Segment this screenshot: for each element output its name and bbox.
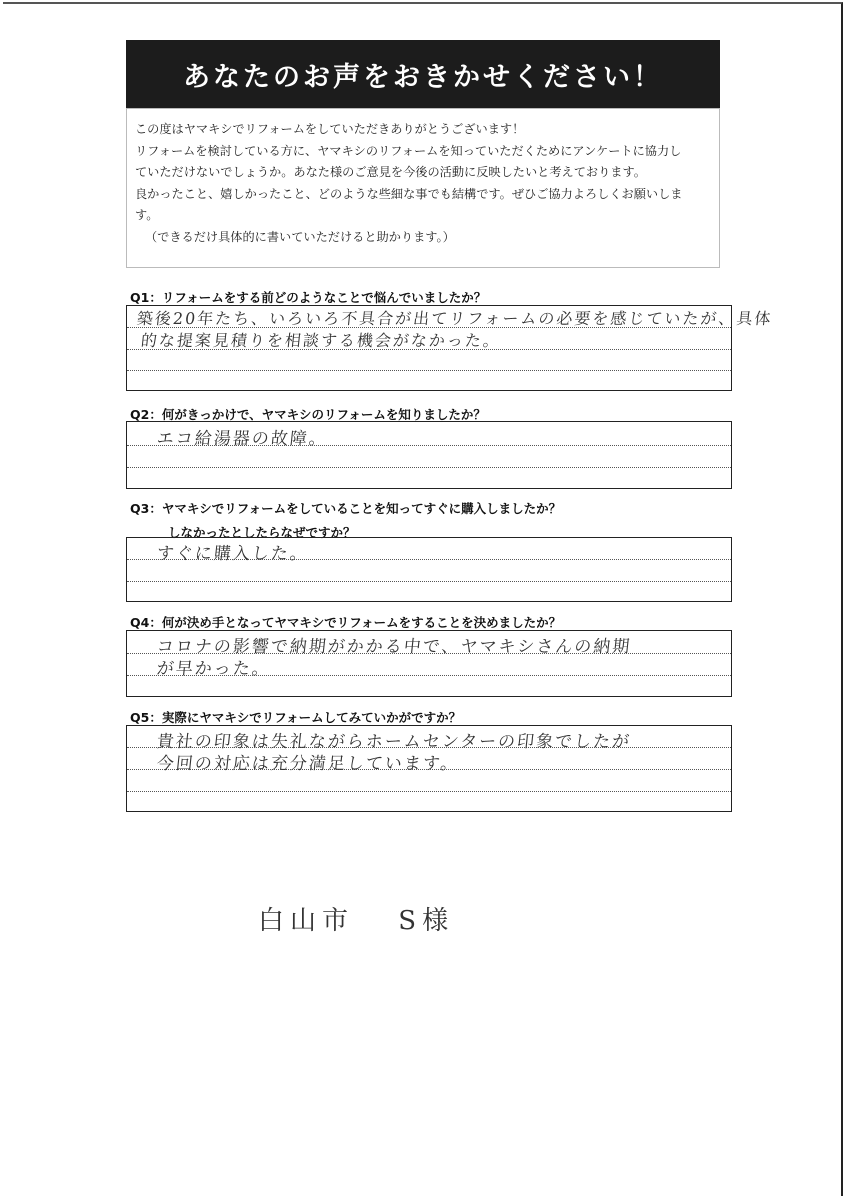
- question-4: [130, 613, 561, 631]
- answer-4-line-2: が早かった。: [155, 659, 272, 679]
- answer-2-line-1: エコ給湯器の故障。: [155, 429, 329, 449]
- question-2-label: Q2：何がきっかけで、ヤマキシのリフォームを知りましたか？: [130, 407, 486, 422]
- answer-1-line-2: 的な提案見積りを相談する機会がなかった。: [139, 331, 502, 350]
- question-1: [130, 288, 486, 306]
- answer-line: [127, 370, 731, 371]
- intro-line: （できるだけ具体的に書いていただけると助かります。）: [145, 229, 455, 244]
- question-3-sub: しなかったとしたらなぜですか？: [168, 525, 356, 540]
- answer-line: [127, 467, 731, 468]
- answer-box-1[interactable]: [126, 305, 774, 391]
- signature: [258, 900, 454, 937]
- answer-box-2[interactable]: [126, 421, 732, 489]
- intro-line: リフォームを検討している方に、ヤマキシのリフォームを知っていただくためにアンケートに協力し: [135, 143, 682, 158]
- intro-text: [126, 108, 720, 268]
- question-3-label: Q3：ヤマキシでリフォームをしていることを知ってすぐに購入しましたか？: [130, 501, 562, 516]
- intro-line: 良かったこと、嬉しかったこと、どのような些細な事でも結構です。ぜひご協力よろしくお願いしま: [135, 186, 683, 201]
- answer-line: [127, 581, 731, 582]
- question-5-label: Q5：実際にヤマキシでリフォームしてみていかがですか？: [130, 710, 462, 725]
- intro-line: す。: [135, 208, 159, 222]
- intro-line: この度はヤマキシでリフォームをしていただきありがとうございます！: [135, 122, 525, 136]
- question-3: [130, 499, 561, 541]
- answer-1-line-1: 築後20年たち、いろいろ不具合が出てリフォームの必要を感じていたが、具体: [135, 309, 774, 328]
- question-5: [130, 708, 461, 726]
- answer-3-line-1: すぐに購入した。: [155, 544, 310, 564]
- answer-box-5[interactable]: [126, 725, 732, 812]
- page-title: あなたのお声をおきかせください！: [126, 40, 720, 108]
- answer-box-3[interactable]: [126, 537, 732, 602]
- answer-box-4[interactable]: [126, 630, 732, 697]
- question-1-label: Q1：リフォームをする前どのようなことで悩んでいましたか？: [130, 290, 487, 305]
- question-4-label: Q4：何が決め手となってヤマキシでリフォームをすることを決めましたか？: [130, 615, 562, 630]
- answer-5-line-1: 貴社の印象は失礼ながらホームセンターの印象でしたが: [155, 732, 633, 752]
- answer-4-line-1: コロナの影響で納期がかかる中で、ヤマキシさんの納期: [155, 637, 633, 657]
- answer-5-line-2: 今回の対応は充分満足しています。: [155, 754, 461, 774]
- signature-name: S様: [398, 906, 455, 936]
- signature-city: 白山市: [258, 906, 355, 936]
- intro-line: ていただけないでしょうか。あなた様のご意見を今後の活動に反映したいと考えております。: [135, 165, 646, 179]
- answer-line: [127, 791, 731, 792]
